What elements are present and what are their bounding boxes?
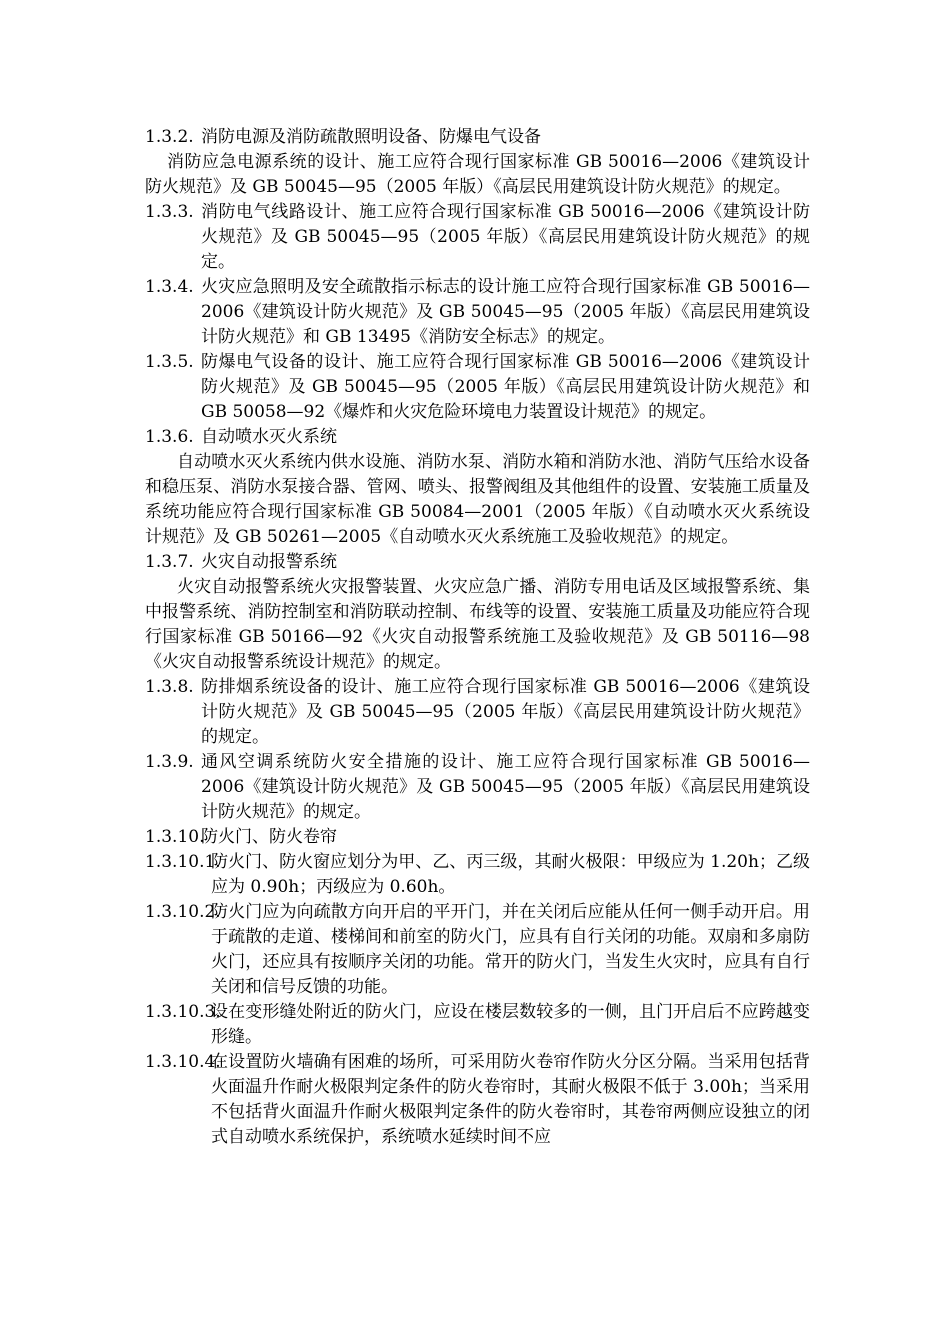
subclause xyxy=(145,1000,810,1050)
subclause-number: 1.3.10.1. xyxy=(145,852,221,872)
clause-number: 1.3.4. xyxy=(145,277,194,297)
clause-number: 1.3.9. xyxy=(145,752,194,772)
section-heading xyxy=(145,425,810,450)
clause xyxy=(145,750,810,825)
section-heading xyxy=(145,125,810,150)
section-title: 防火门、防火卷帘 xyxy=(201,827,337,847)
clause-text: 防排烟系统设备的设计、施工应符合现行国家标准 GB 50016—2006《建筑设计防火规范》及 GB 50045—95（2005 年版）《高层民用建筑设计防火规范》的规定。 xyxy=(201,677,810,747)
document-body xyxy=(145,125,810,1150)
section-number: 1.3.10. xyxy=(145,827,205,847)
clause-number: 1.3.8. xyxy=(145,677,194,697)
body-paragraph: 火灾自动报警系统火灾报警装置、火灾应急广播、消防专用电话及区域报警系统、集中报警系统、消防控制室和消防联动控制、布线等的设置、安装施工质量及功能应符合现行国家标准 GB 50166—92《火灾自动报警系统施工及验收规范》及 GB 50116—98《火灾自动报警系统设计规范》的规定。 xyxy=(145,577,810,672)
subclause-text: 设在变形缝处附近的防火门，应设在楼层数较多的一侧，且门开启后不应跨越变形缝。 xyxy=(211,1002,810,1047)
subclause-number: 1.3.10.4. xyxy=(145,1052,221,1072)
clause xyxy=(145,200,810,275)
section-number: 1.3.6. xyxy=(145,427,194,447)
subclause xyxy=(145,1050,810,1150)
body-paragraph: 自动喷水灭火系统内供水设施、消防水泵、消防水箱和消防水池、消防气压给水设备和稳压泵、消防水泵接合器、管网、喷头、报警阀组及其他组件的设置、安装施工质量及系统功能应符合现行国家标准 GB 50084—2001（2005 年版）《自动喷水灭火系统设计规范》及 GB 50261—2005《自动喷水灭火系统施工及验收规范》的规定。 xyxy=(145,452,810,547)
subclause-number: 1.3.10.3. xyxy=(145,1002,221,1022)
section-heading xyxy=(145,825,810,850)
clause xyxy=(145,675,810,750)
subclause-text: 防火门应为向疏散方向开启的平开门，并在关闭后应能从任何一侧手动开启。用于疏散的走道、楼梯间和前室的防火门，应具有自行关闭的功能。双扇和多扇防火门，还应具有按顺序关闭的功能。常开的防火门，当发生火灾时，应具有自行关闭和信号反馈的功能。 xyxy=(211,902,810,997)
subclause xyxy=(145,900,810,1000)
clause-text: 消防电气线路设计、施工应符合现行国家标准 GB 50016—2006《建筑设计防火规范》及 GB 50045—95（2005 年版）《高层民用建筑设计防火规范》的规定。 xyxy=(201,202,810,272)
section-number: 1.3.7. xyxy=(145,552,194,572)
clause xyxy=(145,275,810,350)
section-heading xyxy=(145,550,810,575)
clause-number: 1.3.3. xyxy=(145,202,194,222)
body-paragraph: 消防应急电源系统的设计、施工应符合现行国家标准 GB 50016—2006《建筑设计防火规范》及 GB 50045—95（2005 年版）《高层民用建筑设计防火规范》的规定。 xyxy=(145,152,810,197)
clause-text: 火灾应急照明及安全疏散指示标志的设计施工应符合现行国家标准 GB 50016—2006《建筑设计防火规范》及 GB 50045—95（2005 年版）《高层民用建筑设计防火规范》和 GB 13495《消防安全标志》的规定。 xyxy=(201,277,810,347)
clause xyxy=(145,350,810,425)
subclause-number: 1.3.10.2. xyxy=(145,902,221,922)
clause-text: 防爆电气设备的设计、施工应符合现行国家标准 GB 50016—2006《建筑设计防火规范》及 GB 50045—95（2005 年版）《高层民用建筑设计防火规范》和 GB 50058—92《爆炸和火灾危险环境电力装置设计规范》的规定。 xyxy=(201,352,810,422)
clause-text: 通风空调系统防火安全措施的设计、施工应符合现行国家标准 GB 50016—2006《建筑设计防火规范》及 GB 50045—95（2005 年版）《高层民用建筑设计防火规范》的规定。 xyxy=(201,752,810,822)
clause-number: 1.3.5. xyxy=(145,352,194,372)
subclause-text: 在设置防火墙确有困难的场所，可采用防火卷帘作防火分区分隔。当采用包括背火面温升作耐火极限判定条件的防火卷帘时，其耐火极限不低于 3.00h；当采用不包括背火面温升作耐火极限判定条件的防火卷帘时，其卷帘两侧应设独立的闭式自动喷水系统保护，系统喷水延续时间不应 xyxy=(211,1052,810,1147)
subclause xyxy=(145,850,810,900)
subclause-text: 防火门、防火窗应划分为甲、乙、丙三级，其耐火极限：甲级应为 1.20h；乙级应为 0.90h；丙级应为 0.60h。 xyxy=(211,852,810,897)
section-title: 自动喷水灭火系统 xyxy=(201,427,337,447)
section-title: 消防电源及消防疏散照明设备、防爆电气设备 xyxy=(201,127,541,147)
section-number: 1.3.2. xyxy=(145,127,194,147)
section-title: 火灾自动报警系统 xyxy=(201,552,337,572)
